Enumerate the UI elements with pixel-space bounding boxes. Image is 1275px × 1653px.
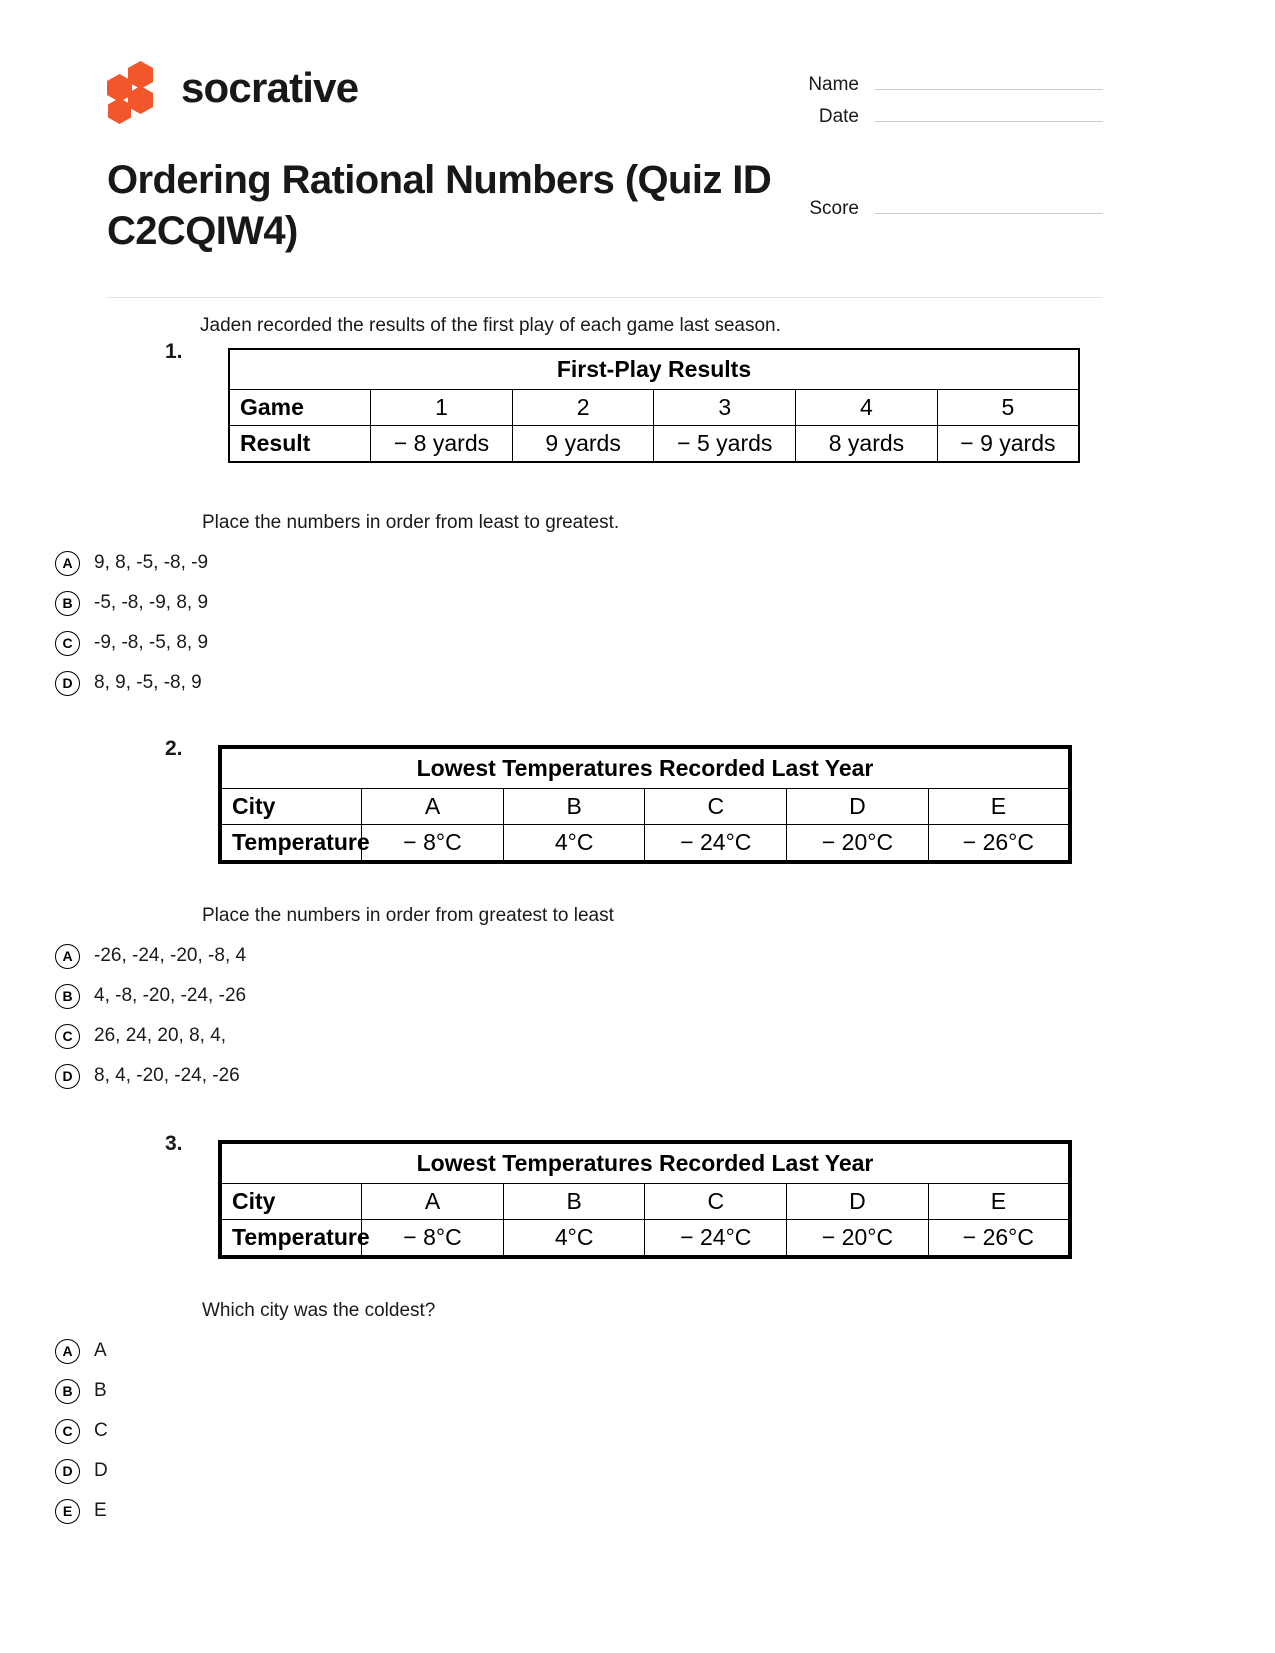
choice-bubble-icon[interactable]: A	[55, 551, 80, 576]
name-input-line[interactable]	[875, 70, 1103, 90]
choice-bubble-icon[interactable]: B	[55, 591, 80, 616]
table-cell: D	[787, 1184, 929, 1220]
choice-text: E	[94, 1500, 107, 1521]
choice-text: C	[94, 1420, 108, 1441]
choice-bubble-icon[interactable]: C	[55, 1024, 80, 1049]
table-cell: E	[928, 789, 1070, 825]
choice-bubble-icon[interactable]: B	[55, 1379, 80, 1404]
table-cell: C	[645, 1184, 787, 1220]
table-caption-row	[220, 1142, 1070, 1184]
table-row	[229, 426, 1079, 463]
answer-choice-b[interactable]	[55, 1376, 108, 1406]
choice-text: 8, 9, -5, -8, 9	[94, 672, 202, 693]
table-cell: 4	[796, 390, 938, 426]
choice-text: -9, -8, -5, 8, 9	[94, 632, 209, 653]
name-label: Name	[808, 74, 859, 95]
table-cell: E	[928, 1184, 1070, 1220]
answer-choice-c[interactable]	[55, 1021, 246, 1051]
choice-text: 8, 4, -20, -24, -26	[94, 1065, 240, 1086]
table-row-label: Game	[229, 390, 371, 426]
table-cell: − 9 yards	[937, 426, 1079, 463]
socrative-hexagon-logo-icon	[107, 60, 167, 116]
table-cell: − 8 yards	[371, 426, 513, 463]
table-cell: − 8°C	[362, 1220, 504, 1258]
table-cell: B	[503, 1184, 645, 1220]
score-input-line[interactable]	[875, 194, 1103, 214]
table-caption-row	[220, 747, 1070, 789]
question-prompt: Which city was the coldest?	[202, 1300, 436, 1321]
date-label: Date	[818, 106, 859, 127]
answer-choice-a[interactable]	[55, 548, 208, 578]
data-table	[218, 745, 1072, 864]
table-cell: 1	[371, 390, 513, 426]
table-cell: A	[362, 1184, 504, 1220]
page-header	[0, 0, 1275, 254]
data-table	[228, 348, 1080, 463]
table-cell: 4°C	[503, 1220, 645, 1258]
answer-choice-d[interactable]	[55, 1061, 246, 1091]
clipped-question-text-inner: Jaden recorded the results of the first play of each game last season.	[200, 315, 781, 336]
choice-text: -5, -8, -9, 8, 9	[94, 592, 209, 613]
table-row-label: City	[220, 1184, 362, 1220]
answer-choice-b[interactable]	[55, 981, 246, 1011]
answer-choices	[0, 941, 246, 1101]
choice-bubble-icon[interactable]: D	[55, 1064, 80, 1089]
choice-text: 4, -8, -20, -24, -26	[94, 985, 247, 1006]
choice-bubble-icon[interactable]: A	[55, 1339, 80, 1364]
brand-logo	[107, 60, 358, 116]
answer-choices	[0, 548, 208, 708]
name-field-row	[713, 70, 1103, 96]
choice-text: 9, 8, -5, -8, -9	[94, 552, 209, 573]
table-caption-row	[229, 349, 1079, 390]
choice-text: 26, 24, 20, 8, 4,	[94, 1025, 227, 1046]
choice-bubble-icon[interactable]: A	[55, 944, 80, 969]
question-number: 3.	[165, 1132, 183, 1155]
table-cell: − 26°C	[928, 825, 1070, 863]
answer-choice-c[interactable]	[55, 628, 208, 658]
answer-choices	[0, 1336, 108, 1536]
table-row	[220, 1184, 1070, 1220]
question-number: 2.	[165, 737, 183, 760]
table-cell: − 5 yards	[654, 426, 796, 463]
table-row	[229, 390, 1079, 426]
table-cell: 8 yards	[796, 426, 938, 463]
choice-bubble-icon[interactable]: D	[55, 671, 80, 696]
table-cell: D	[787, 789, 929, 825]
answer-choice-b[interactable]	[55, 588, 208, 618]
choice-text: A	[94, 1340, 107, 1361]
table-cell: C	[645, 789, 787, 825]
table-row	[220, 789, 1070, 825]
table-cell: − 20°C	[787, 1220, 929, 1258]
question-prompt: Place the numbers in order from greatest to least	[202, 905, 614, 926]
data-table	[218, 1140, 1072, 1259]
table-row	[220, 825, 1070, 863]
table-cell: A	[362, 789, 504, 825]
table-cell: − 24°C	[645, 1220, 787, 1258]
answer-choice-c[interactable]	[55, 1416, 108, 1446]
table-cell: − 8°C	[362, 825, 504, 863]
table-cell: 9 yards	[512, 426, 654, 463]
date-input-line[interactable]	[875, 102, 1103, 122]
table-caption: Lowest Temperatures Recorded Last Year	[220, 1142, 1070, 1184]
header-divider	[107, 297, 1102, 298]
page-title: Ordering Rational Numbers (Quiz ID C2CQIW4)	[107, 158, 772, 254]
answer-choice-e[interactable]	[55, 1496, 108, 1526]
table-caption: Lowest Temperatures Recorded Last Year	[220, 747, 1070, 789]
table-row-label: Result	[229, 426, 371, 463]
choice-bubble-icon[interactable]: D	[55, 1459, 80, 1484]
choice-bubble-icon[interactable]: C	[55, 1419, 80, 1444]
table-cell: − 24°C	[645, 825, 787, 863]
brand-name: socrative	[181, 64, 359, 111]
question-number: 1.	[165, 340, 183, 363]
clipped-question-text	[200, 315, 900, 337]
table-row-label: Temperature	[220, 825, 362, 863]
table-row	[220, 1220, 1070, 1258]
table-cell: − 26°C	[928, 1220, 1070, 1258]
date-field-row	[713, 102, 1103, 128]
table-row-label: City	[220, 789, 362, 825]
answer-choice-a[interactable]	[55, 941, 246, 971]
answer-choice-d[interactable]	[55, 1456, 108, 1486]
table-cell: B	[503, 789, 645, 825]
table-caption: First-Play Results	[229, 349, 1079, 390]
score-label: Score	[809, 198, 859, 219]
question-prompt: Place the numbers in order from least to greatest.	[202, 512, 620, 533]
choice-text: B	[94, 1380, 107, 1401]
choice-bubble-icon[interactable]: C	[55, 631, 80, 656]
choice-text: D	[94, 1460, 108, 1481]
table-cell: 5	[937, 390, 1079, 426]
table-row-label: Temperature	[220, 1220, 362, 1258]
answer-choice-a[interactable]	[55, 1336, 108, 1366]
choice-bubble-icon[interactable]: E	[55, 1499, 80, 1524]
table-cell: 3	[654, 390, 796, 426]
table-cell: 4°C	[503, 825, 645, 863]
answer-choice-d[interactable]	[55, 668, 208, 698]
choice-bubble-icon[interactable]: B	[55, 984, 80, 1009]
table-cell: 2	[512, 390, 654, 426]
choice-text: -26, -24, -20, -8, 4	[94, 945, 247, 966]
table-cell: − 20°C	[787, 825, 929, 863]
